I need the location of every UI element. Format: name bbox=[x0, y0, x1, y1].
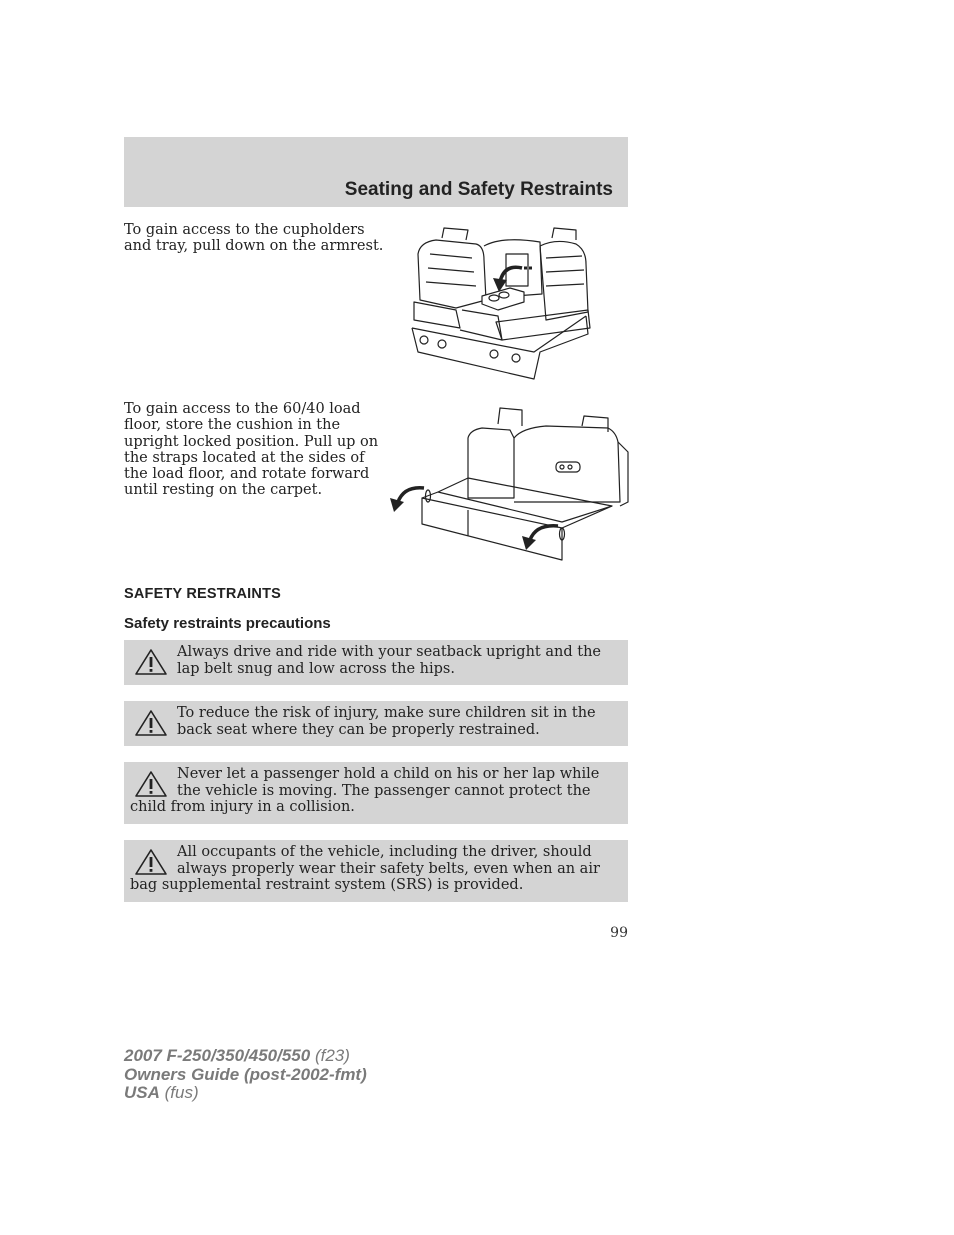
rear-seat-armrest-illustration bbox=[406, 224, 596, 384]
warning-box bbox=[124, 640, 628, 685]
footer-market: USA bbox=[124, 1083, 160, 1102]
page-title: Seating and Safety Restraints bbox=[344, 179, 613, 200]
footer-model: 2007 F-250/350/450/550 bbox=[124, 1046, 311, 1065]
header-band bbox=[124, 137, 628, 207]
footer-market-code: (fus) bbox=[164, 1083, 199, 1102]
warning-triangle-icon bbox=[134, 648, 168, 676]
warning-text: To reduce the risk of injury, make sure children sit in the back seat where they can be properly restrained. bbox=[177, 705, 596, 738]
warning-box bbox=[124, 840, 628, 902]
warning-box bbox=[124, 701, 628, 746]
load-floor-instructions: To gain access to the 60/40 load floor, store the cushion in the upright locked position. Pull up on the straps located at the sides of the load floor, and rotate forward until resting on the carpet. bbox=[124, 401, 379, 499]
document-footer bbox=[124, 1047, 367, 1103]
warning-text: All occupants of the vehicle, including the driver, should always properly wear their safety belts, even when an air bag supplemental restraint system (SRS) is provided. bbox=[130, 844, 600, 893]
subsection-heading: Safety restraints precautions bbox=[124, 615, 331, 632]
armrest-instructions: To gain access to the cupholders and tray, pull down on the armrest. bbox=[124, 222, 384, 255]
warning-text: Never let a passenger hold a child on his or her lap while the vehicle is moving. The passenger cannot protect the child from injury in a collision. bbox=[130, 766, 600, 815]
load-floor-illustration bbox=[386, 402, 632, 564]
warning-triangle-icon bbox=[134, 770, 168, 798]
warning-box bbox=[124, 762, 628, 824]
footer-guide: Owners Guide (post-2002-fmt) bbox=[124, 1064, 367, 1084]
page-number: 99 bbox=[610, 925, 628, 941]
warning-text: Always drive and ride with your seatback upright and the lap belt snug and low across the hips. bbox=[177, 644, 601, 677]
warning-triangle-icon bbox=[134, 709, 168, 737]
warning-triangle-icon bbox=[134, 848, 168, 876]
section-heading: SAFETY RESTRAINTS bbox=[124, 586, 282, 602]
footer-model-code: (f23) bbox=[314, 1046, 350, 1065]
